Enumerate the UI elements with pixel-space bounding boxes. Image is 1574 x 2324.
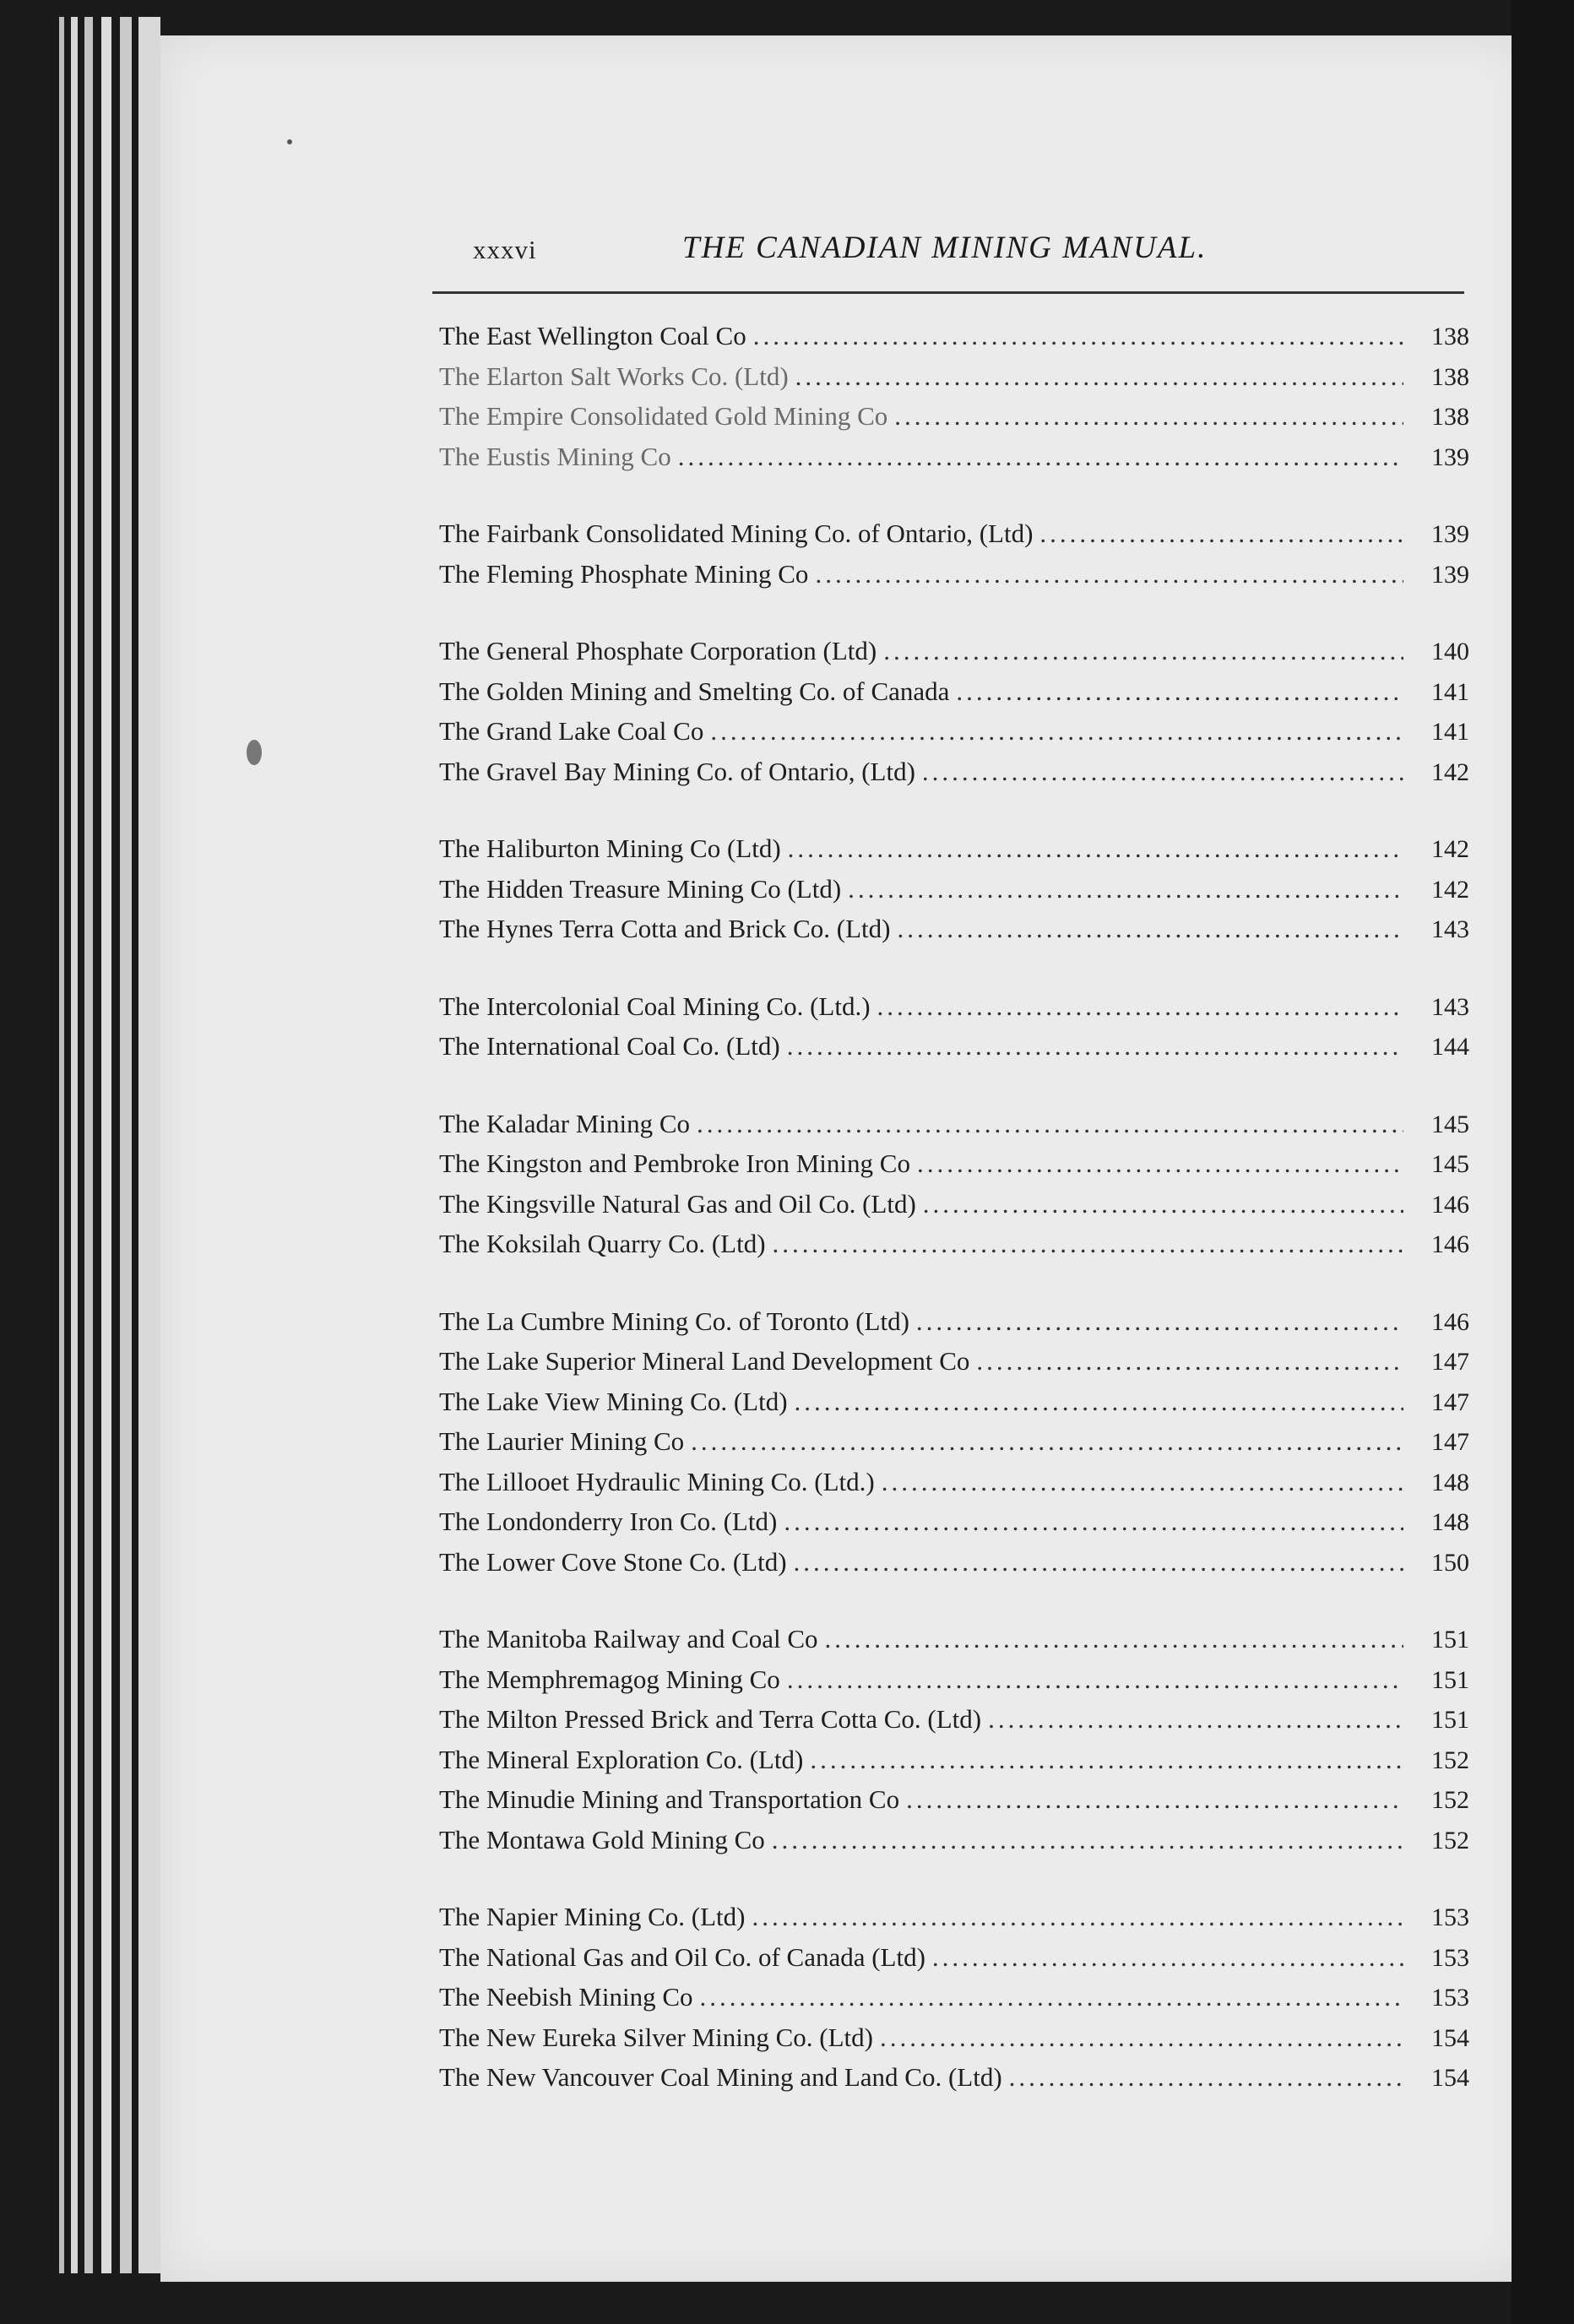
toc-entry-page: 139	[1431, 560, 1469, 589]
toc-entry	[439, 1109, 1469, 1149]
toc-entry	[439, 1467, 1469, 1507]
toc-entry-page: 146	[1431, 1190, 1469, 1219]
toc-entry	[439, 757, 1469, 797]
dot-leader	[815, 559, 1403, 589]
toc-entry	[439, 1189, 1469, 1230]
page-stack-edge	[71, 17, 78, 2273]
dot-leader	[794, 1547, 1403, 1577]
dot-leader	[906, 1784, 1403, 1815]
toc-group	[439, 1624, 1469, 1865]
toc-entry-name: The Mineral Exploration Co. (Ltd)	[439, 1744, 804, 1774]
toc-entry-page: 148	[1431, 1468, 1469, 1496]
toc-group	[439, 1109, 1469, 1269]
toc-entry-name: The Grand Lake Coal Co	[439, 716, 704, 746]
dot-leader	[787, 1031, 1403, 1062]
toc-entry	[439, 833, 1469, 874]
page-gutter-shadow	[1512, 0, 1574, 2324]
toc-entry	[439, 2023, 1469, 2063]
toc-entry-name: The Fairbank Consolidated Mining Co. of Ontario, (Ltd)	[439, 519, 1034, 548]
ink-speck	[247, 740, 262, 765]
toc-entry-name: The New Eureka Silver Mining Co. (Ltd)	[439, 2022, 873, 2052]
dot-leader	[848, 874, 1403, 904]
dot-leader	[883, 636, 1403, 666]
toc-entry-page: 141	[1431, 677, 1469, 706]
toc-entry-page: 141	[1431, 718, 1469, 746]
dot-leader	[922, 757, 1403, 787]
toc-entry-name: The Intercolonial Coal Mining Co. (Ltd.)	[439, 991, 871, 1021]
toc-entry	[439, 991, 1469, 1032]
dot-leader	[697, 1109, 1403, 1139]
toc-entry	[439, 716, 1469, 757]
toc-entry-name: The Neebish Mining Co	[439, 1982, 693, 2012]
dot-leader	[752, 1902, 1403, 1932]
toc-group	[439, 321, 1469, 481]
toc-entry-page: 138	[1431, 362, 1469, 391]
toc-group	[439, 1902, 1469, 2103]
toc-entry-page: 146	[1431, 1230, 1469, 1258]
toc-entry	[439, 1148, 1469, 1189]
page-stack-edge	[101, 17, 111, 2273]
toc-entry-name: The Laurier Mining Co	[439, 1426, 685, 1456]
toc-entry-name: The Hidden Treasure Mining Co (Ltd)	[439, 873, 842, 904]
toc-entry-name: The New Vancouver Coal Mining and Land Co. (Ltd)	[439, 2062, 1002, 2092]
toc-entry	[439, 636, 1469, 676]
toc-entry-page: 152	[1431, 1826, 1469, 1854]
dot-leader	[810, 1745, 1403, 1775]
toc-entry	[439, 519, 1469, 559]
toc-group	[439, 1306, 1469, 1588]
toc-entry	[439, 559, 1469, 600]
toc-entry-name: The Koksilah Quarry Co. (Ltd)	[439, 1229, 766, 1258]
page-stack-edge	[138, 17, 160, 2273]
toc-entry-page: 142	[1431, 835, 1469, 863]
toc-entry-page: 139	[1431, 520, 1469, 548]
toc-entry-name: The Londonderry Iron Co. (Ltd)	[439, 1507, 778, 1536]
dot-leader	[773, 1229, 1403, 1259]
toc-entry-name: The Gravel Bay Mining Co. of Ontario, (Ltd)	[439, 756, 915, 786]
toc-entry	[439, 1982, 1469, 2023]
dot-leader	[916, 1306, 1403, 1337]
toc-entry-page: 151	[1431, 1665, 1469, 1694]
dot-leader	[678, 442, 1403, 472]
toc-entry-page: 147	[1431, 1428, 1469, 1456]
toc-entry-page: 148	[1431, 1508, 1469, 1536]
dot-leader	[923, 1189, 1403, 1219]
dot-leader	[772, 1825, 1403, 1855]
toc-entry-name: The Fleming Phosphate Mining Co	[439, 558, 809, 589]
toc-entry-page: 142	[1431, 757, 1469, 786]
dot-leader	[988, 1704, 1403, 1735]
toc-entry	[439, 361, 1469, 402]
toc-entry-page: 153	[1431, 1984, 1469, 2012]
toc-group	[439, 636, 1469, 796]
toc-entry-name: The Kingsville Natural Gas and Oil Co. (Ltd)	[439, 1188, 916, 1219]
toc-entry	[439, 1547, 1469, 1588]
toc-entry-name: The Lake View Mining Co. (Ltd)	[439, 1386, 788, 1416]
toc-entry	[439, 676, 1469, 717]
dot-leader	[976, 1346, 1403, 1376]
toc-entry	[439, 401, 1469, 442]
toc-entry-name: The Montawa Gold Mining Co	[439, 1824, 765, 1854]
toc-entry-page: 143	[1431, 915, 1469, 943]
toc-entry-page: 154	[1431, 2064, 1469, 2092]
toc-entry-page: 142	[1431, 875, 1469, 904]
toc-entry-page: 152	[1431, 1786, 1469, 1814]
toc-entry-page: 150	[1431, 1548, 1469, 1577]
toc-entry-name: The Empire Consolidated Gold Mining Co	[439, 401, 888, 431]
dot-leader	[700, 1982, 1404, 2012]
toc-entry-name: The Eustis Mining Co	[439, 441, 671, 471]
toc-entry-name: The Lower Cove Stone Co. (Ltd)	[439, 1546, 787, 1577]
page-stack-edge	[84, 17, 93, 2273]
toc-entry	[439, 1825, 1469, 1865]
toc-entry	[439, 2062, 1469, 2103]
toc-entry-name: The Hynes Terra Cotta and Brick Co. (Ltd)	[439, 914, 891, 943]
toc-entry-name: The Elarton Salt Works Co. (Ltd)	[439, 361, 789, 391]
ink-speck	[287, 139, 292, 144]
toc-entry	[439, 1426, 1469, 1467]
dot-leader	[788, 833, 1403, 864]
toc-entry-name: The Manitoba Railway and Coal Co	[439, 1624, 818, 1653]
dot-leader	[882, 1467, 1403, 1497]
toc-entry	[439, 1784, 1469, 1825]
toc-entry-page: 151	[1431, 1626, 1469, 1653]
toc-entry-page: 138	[1431, 323, 1469, 350]
running-title: THE CANADIAN MINING MANUAL.	[682, 231, 1208, 265]
toc-entry	[439, 914, 1469, 954]
toc-entry	[439, 1387, 1469, 1427]
dot-leader	[784, 1507, 1403, 1537]
toc-group	[439, 833, 1469, 954]
toc-entry-page: 152	[1431, 1746, 1469, 1774]
toc-entry	[439, 442, 1469, 482]
table-of-contents	[439, 321, 1469, 2140]
toc-entry-page: 143	[1431, 992, 1469, 1021]
dot-leader	[691, 1426, 1403, 1457]
toc-entry	[439, 1624, 1469, 1664]
dot-leader	[894, 401, 1403, 432]
dot-leader	[1009, 2062, 1403, 2093]
dot-leader	[880, 2023, 1403, 2053]
toc-entry	[439, 1306, 1469, 1347]
dot-leader	[956, 676, 1403, 707]
toc-entry-page: 147	[1431, 1348, 1469, 1376]
dot-leader	[917, 1148, 1403, 1179]
toc-entry-name: The East Wellington Coal Co	[439, 321, 746, 350]
toc-entry-page: 153	[1431, 1903, 1469, 1931]
dot-leader	[795, 1387, 1403, 1417]
toc-entry-name: The Golden Mining and Smelting Co. of Canada	[439, 676, 950, 706]
toc-entry-name: The Milton Pressed Brick and Terra Cotta Co. (Ltd)	[439, 1704, 982, 1734]
dot-leader	[795, 361, 1403, 392]
dot-leader	[787, 1664, 1403, 1695]
toc-entry-name: The Haliburton Mining Co (Ltd)	[439, 833, 781, 863]
toc-entry	[439, 1229, 1469, 1269]
toc-entry-page: 153	[1431, 1943, 1469, 1972]
toc-entry-page: 145	[1431, 1110, 1469, 1138]
toc-entry	[439, 1745, 1469, 1785]
toc-entry	[439, 874, 1469, 915]
dot-leader	[710, 716, 1403, 747]
toc-entry-page: 145	[1431, 1150, 1469, 1178]
toc-entry-page: 140	[1431, 638, 1469, 665]
toc-entry-name: The National Gas and Oil Co. of Canada (Ltd)	[439, 1941, 925, 1972]
toc-entry-name: The Memphremagog Mining Co	[439, 1664, 780, 1694]
toc-entry-name: The International Coal Co. (Ltd)	[439, 1031, 780, 1061]
toc-entry	[439, 1031, 1469, 1072]
dot-leader	[877, 991, 1403, 1022]
toc-entry-page: 146	[1431, 1307, 1469, 1336]
toc-entry	[439, 1902, 1469, 1942]
toc-entry	[439, 1664, 1469, 1705]
toc-entry-page: 138	[1431, 403, 1469, 431]
dot-leader	[897, 914, 1403, 944]
toc-entry-name: The Napier Mining Co. (Ltd)	[439, 1902, 746, 1931]
toc-entry-name: The Kaladar Mining Co	[439, 1108, 691, 1138]
page-stack-edge	[120, 17, 132, 2273]
toc-entry-name: The Minudie Mining and Transportation Co	[439, 1784, 900, 1814]
toc-entry-page: 147	[1431, 1387, 1469, 1416]
toc-entry	[439, 321, 1469, 361]
header-rule	[432, 291, 1464, 294]
toc-entry-page: 151	[1431, 1706, 1469, 1734]
dot-leader	[932, 1942, 1403, 1973]
toc-group	[439, 991, 1469, 1072]
page-stack-edge	[59, 17, 64, 2273]
toc-entry	[439, 1507, 1469, 1547]
toc-entry-name: The La Cumbre Mining Co. of Toronto (Ltd)	[439, 1306, 909, 1336]
toc-entry	[439, 1346, 1469, 1387]
toc-entry-page: 154	[1431, 2023, 1469, 2052]
toc-entry-page: 144	[1431, 1033, 1469, 1061]
toc-entry	[439, 1942, 1469, 1983]
dot-leader	[825, 1624, 1403, 1654]
toc-entry-name: The Lillooet Hydraulic Mining Co. (Ltd.)	[439, 1466, 875, 1496]
toc-group	[439, 519, 1469, 599]
toc-entry-name: The Kingston and Pembroke Iron Mining Co	[439, 1148, 910, 1178]
page-number: xxxvi	[473, 235, 537, 264]
toc-entry	[439, 1704, 1469, 1745]
toc-entry-name: The General Phosphate Corporation (Ltd)	[439, 636, 877, 665]
toc-entry-page: 139	[1431, 443, 1469, 471]
toc-entry-name: The Lake Superior Mineral Land Development Co	[439, 1346, 970, 1376]
dot-leader	[753, 321, 1403, 351]
dot-leader	[1039, 519, 1403, 549]
page-header	[473, 226, 1233, 277]
